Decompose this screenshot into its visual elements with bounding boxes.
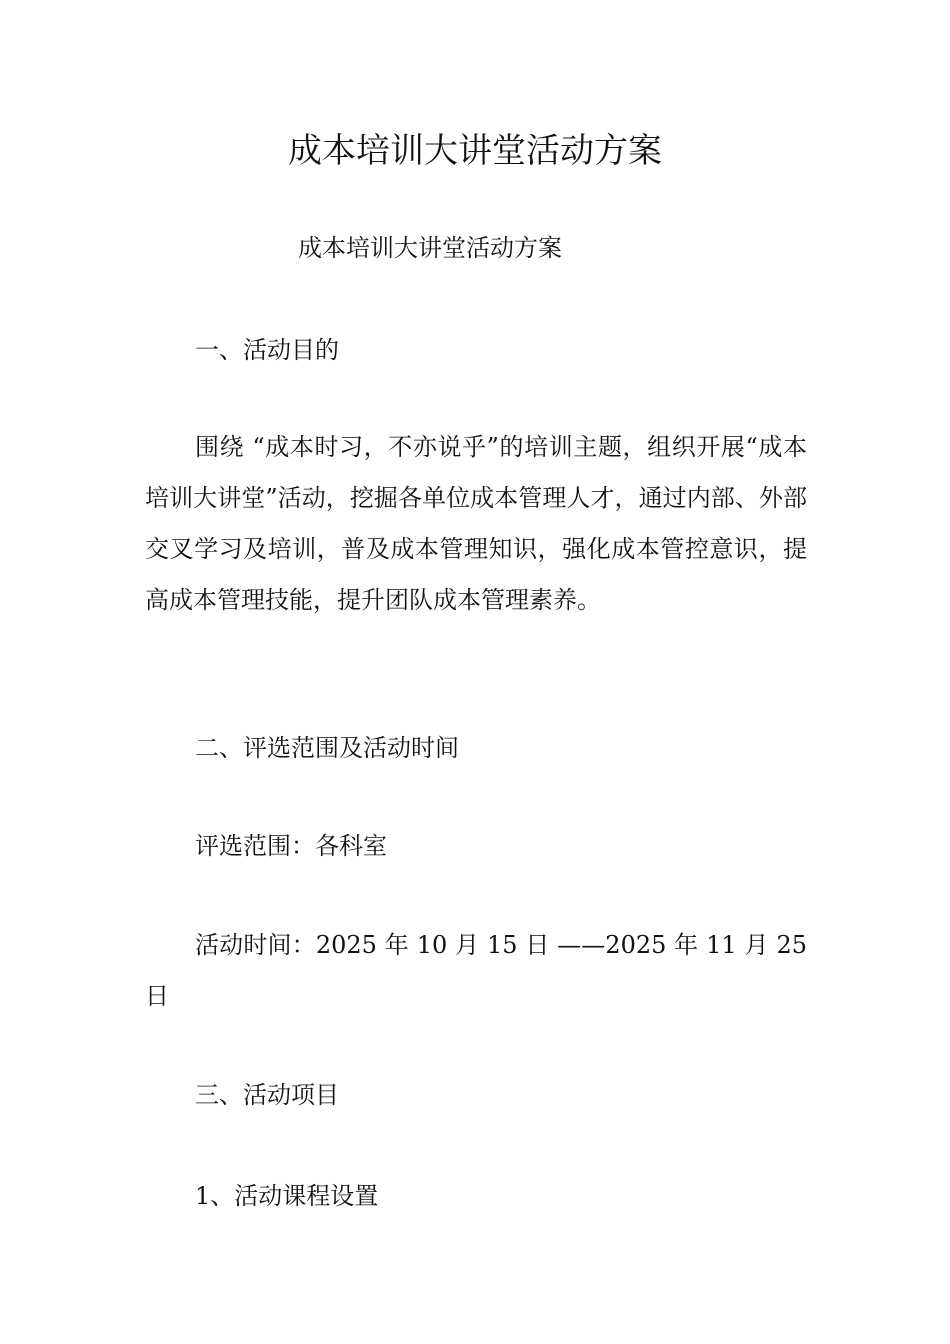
activity-item-1: 1、活动课程设置	[195, 1182, 379, 1210]
section-heading-purpose: 一、活动目的	[195, 336, 339, 364]
document-title: 成本培训大讲堂活动方案	[288, 131, 662, 171]
section-paragraph-purpose: 围绕 “成本时习，不亦说乎”的培训主题，组织开展“成本培训大讲堂”活动，挖掘各单位成本管理人才，通过内部、外部交叉学习及培训，普及成本管理知识，强化成本管控意识，提高成本管理技能，提升团队成本管理素养。	[145, 433, 807, 614]
scope-line: 评选范围：各科室	[195, 832, 387, 860]
time-line: 活动时间：2025 年 10 月 15 日 ——2025 年 11 月 25 日	[145, 931, 807, 1010]
section-heading-scope-time: 二、评选范围及活动时间	[195, 734, 459, 762]
section-heading-activities: 三、活动项目	[195, 1081, 339, 1109]
document-subtitle: 成本培训大讲堂活动方案	[298, 234, 562, 262]
